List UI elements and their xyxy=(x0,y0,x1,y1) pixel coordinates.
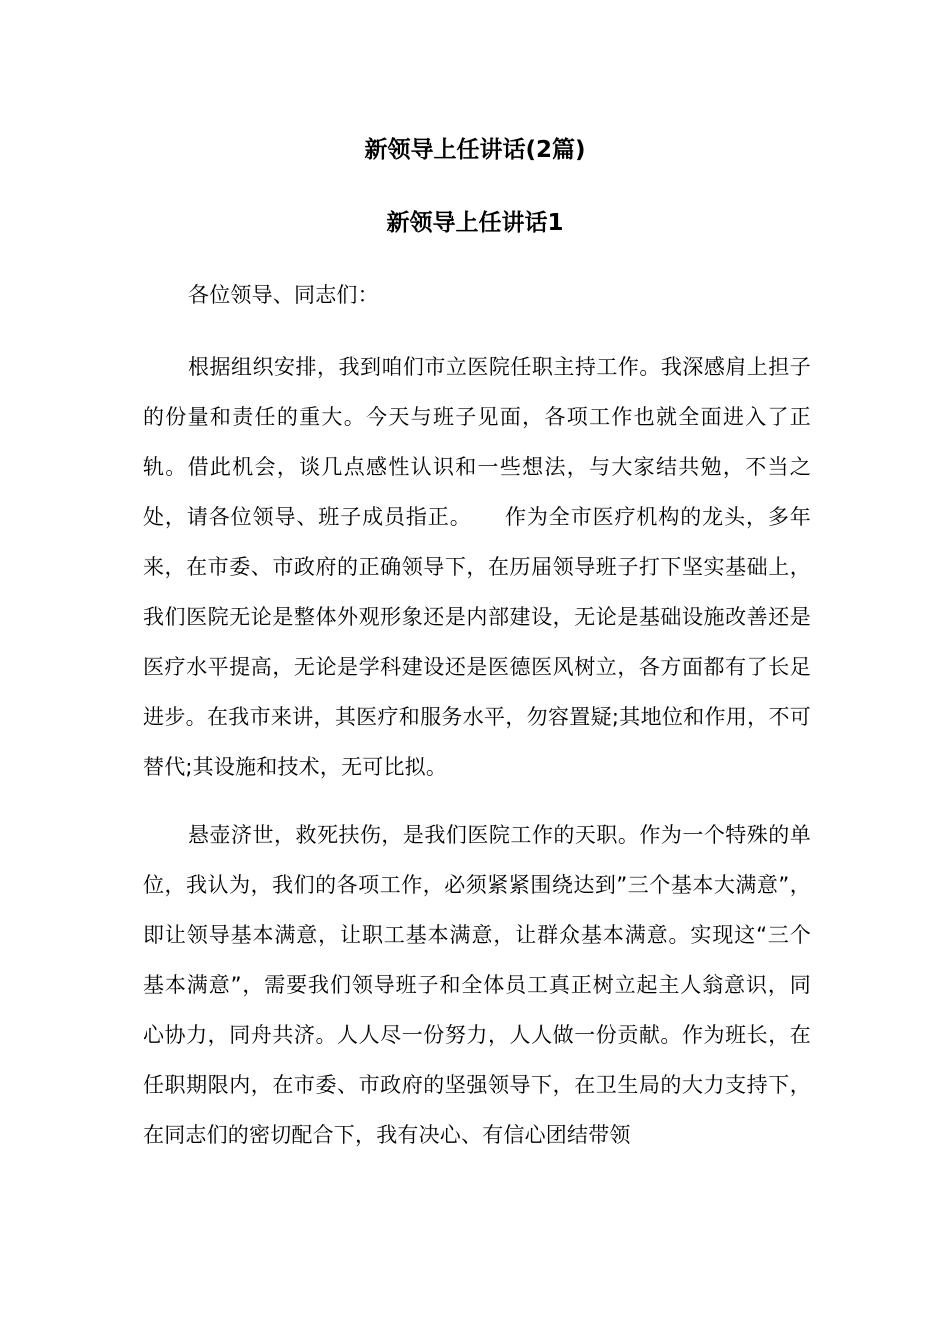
body-paragraph-1: 根据组织安排，我到咱们市立医院任职主持工作。我深感肩上担子的份量和责任的重大。今天与班子见面，各项工作也就全面进入了正轨。借此机会，谈几点感性认识和一些想法，与大家结共勉，不当之处，请各位领导、班子成员指正。 作为全市医疗机构的龙头，多年来，在市委、市政府的正确领导下，在历届领导班子打下坚实基础上，我们医院无论是整体外观形象还是内部建设，无论是基础设施改善还是医疗水平提高，无论是学科建设还是医德医风树立，各方面都有了长足进步。在我市来讲，其医疗和服务水平，勿容置疑;其地位和作用，不可替代;其设施和技术，无可比拟。 xyxy=(143,355,811,779)
body-paragraph-2: 悬壶济世，救死扶伤，是我们医院工作的天职。作为一个特殊的单位，我认为，我们的各项工作，必须紧紧围绕达到”三个基本大满意”，即让领导基本满意，让职工基本满意，让群众基本满意。实现这“三个基本满意”，需要我们领导班子和全体员工真正树立起主人翁意识，同心协力，同舟共济。人人尽一份努力，人人做一份贡献。作为班长，在任职期限内，在市委、市政府的坚强领导下，在卫生局的大力支持下，在同志们的密切配合下，我有决心、有信心团结带领 xyxy=(143,823,811,1147)
document-subtitle: 新领导上任讲话1 xyxy=(386,210,564,236)
document-title: 新领导上任讲话(2篇) xyxy=(364,137,586,163)
greeting-line: 各位领导、同志们： xyxy=(188,283,379,307)
